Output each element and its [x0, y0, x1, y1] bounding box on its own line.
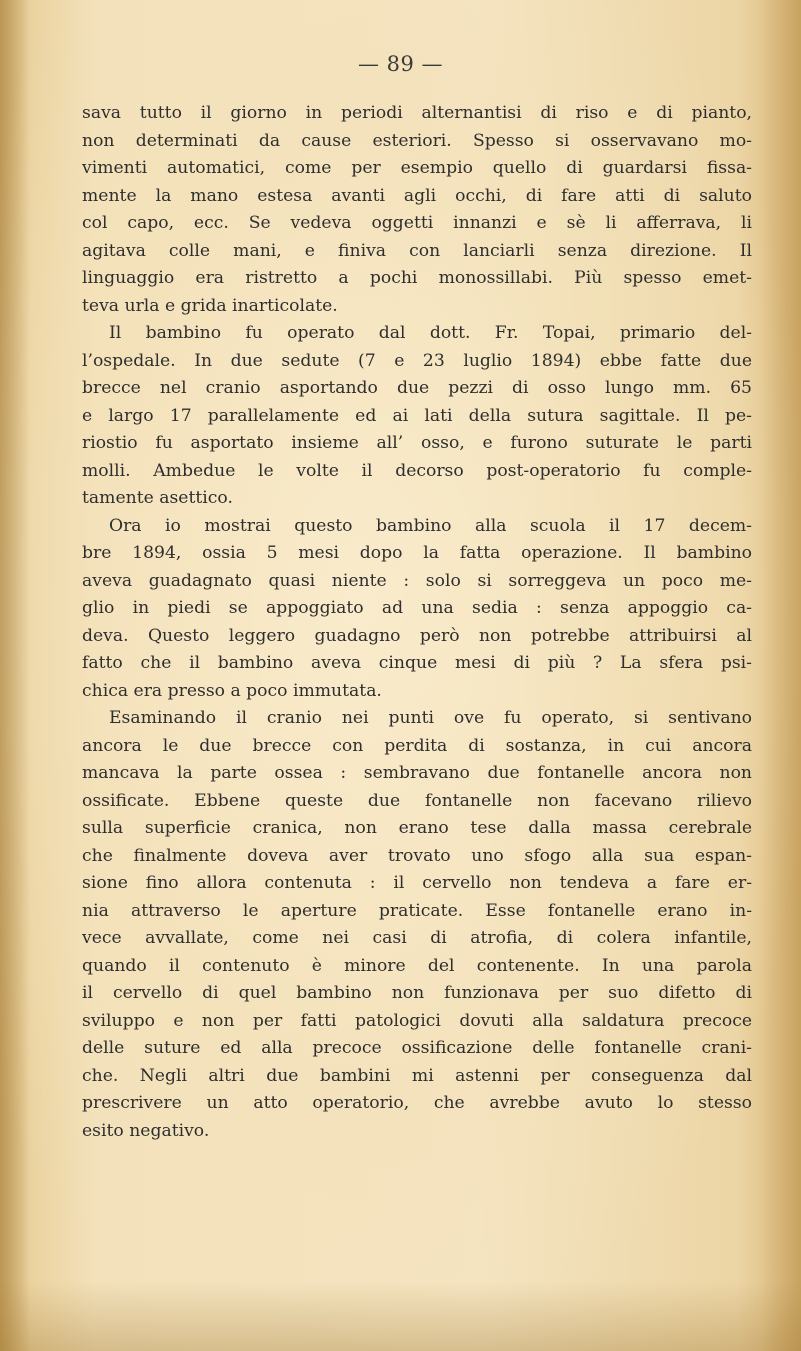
text-line: che finalmente doveva aver trovato uno sfogo alla sua espan-: [82, 845, 752, 866]
text-line: ancora le due brecce con perdita di sostanza, in cui ancora: [82, 735, 752, 756]
text-line: l’ospedale. In due sedute (7 e 23 luglio 1894) ebbe fatte due: [82, 350, 752, 371]
page-edge-shadow-left: [0, 0, 30, 1351]
text-line: mancava la parte ossea : sembravano due fontanelle ancora non: [82, 763, 752, 783]
text-line: molli. Ambedue le volte il decorso post-operatorio fu comple-: [82, 460, 752, 481]
text-line: ossificate. Ebbene queste due fontanelle non facevano rilievo: [82, 790, 752, 811]
page-number: — 89 —: [357, 52, 444, 76]
text-line: deva. Questo leggero guadagno però non potrebbe attribuirsi al: [82, 625, 752, 646]
text-line: non determinati da cause esteriori. Spesso si osservavano mo-: [82, 130, 752, 151]
text-line: vimenti automatici, come per esempio quello di guardarsi fissa-: [82, 158, 752, 178]
body-text: [82, 100, 752, 1145]
text-line: nia attraverso le aperture praticate. Esse fontanelle erano in-: [82, 900, 752, 921]
text-line: riostio fu asportato insieme all’ osso, e furono suturate le parti: [82, 433, 752, 453]
text-line: il cervello di quel bambino non funzionava per suo difetto di: [82, 983, 752, 1003]
text-line: col capo, ecc. Se vedeva oggetti innanzi e sè li afferrava, li: [82, 213, 752, 233]
text-line: sulla superficie cranica, non erano tese dalla massa cerebrale: [82, 818, 752, 838]
text-line: agitava colle mani, e finiva con lanciarli senza direzione. Il: [82, 240, 752, 261]
text-line: sviluppo e non per fatti patologici dovuti alla saldatura precoce: [82, 1010, 752, 1031]
text-line: mente la mano estesa avanti agli occhi, di fare atti di saluto: [82, 185, 752, 206]
text-line: quando il contenuto è minore del contenente. In una parola: [82, 955, 752, 976]
text-line: prescrivere un atto operatorio, che avrebbe avuto lo stesso: [82, 1093, 752, 1113]
text-line: teva urla e grida inarticolate.: [82, 295, 338, 316]
text-line: che. Negli altri due bambini mi astenni per conseguenza dal: [82, 1065, 752, 1086]
text-line: Ora io mostrai questo bambino alla scuola il 17 decem-: [109, 515, 752, 536]
text-line: aveva guadagnato quasi niente : solo si sorreggeva un poco me-: [82, 570, 752, 591]
text-line: Il bambino fu operato dal dott. Fr. Topai, primario del-: [109, 323, 752, 343]
text-line: fatto che il bambino aveva cinque mesi di più ? La sfera psi-: [82, 653, 752, 673]
text-line: vece avvallate, come nei casi di atrofia, di colera infantile,: [82, 928, 752, 948]
text-line: brecce nel cranio asportando due pezzi di osso lungo mm. 65: [82, 378, 752, 398]
text-line: sione fino allora contenuta : il cervello non tendeva a fare er-: [82, 873, 752, 893]
text-line: Esaminando il cranio nei punti ove fu operato, si sentivano: [109, 708, 752, 728]
text-line: chica era presso a poco immutata.: [82, 680, 382, 701]
page-edge-shadow-right: [761, 0, 801, 1351]
text-line: esito negativo.: [82, 1120, 210, 1141]
text-line: e largo 17 parallelamente ed ai lati della sutura sagittale. Il pe-: [82, 405, 752, 426]
text-line: glio in piedi se appoggiato ad una sedia : senza appoggio ca-: [82, 598, 752, 618]
text-line: tamente asettico.: [82, 488, 233, 508]
text-line: delle suture ed alla precoce ossificazione delle fontanelle crani-: [82, 1038, 752, 1058]
text-line: linguaggio era ristretto a pochi monossillabi. Più spesso emet-: [82, 268, 752, 288]
text-line: bre 1894, ossia 5 mesi dopo la fatta operazione. Il bambino: [82, 543, 752, 563]
page-edge-shadow-bottom: [0, 1281, 801, 1351]
text-line: sava tutto il giorno in periodi alternantisi di riso e di pianto,: [82, 103, 752, 123]
